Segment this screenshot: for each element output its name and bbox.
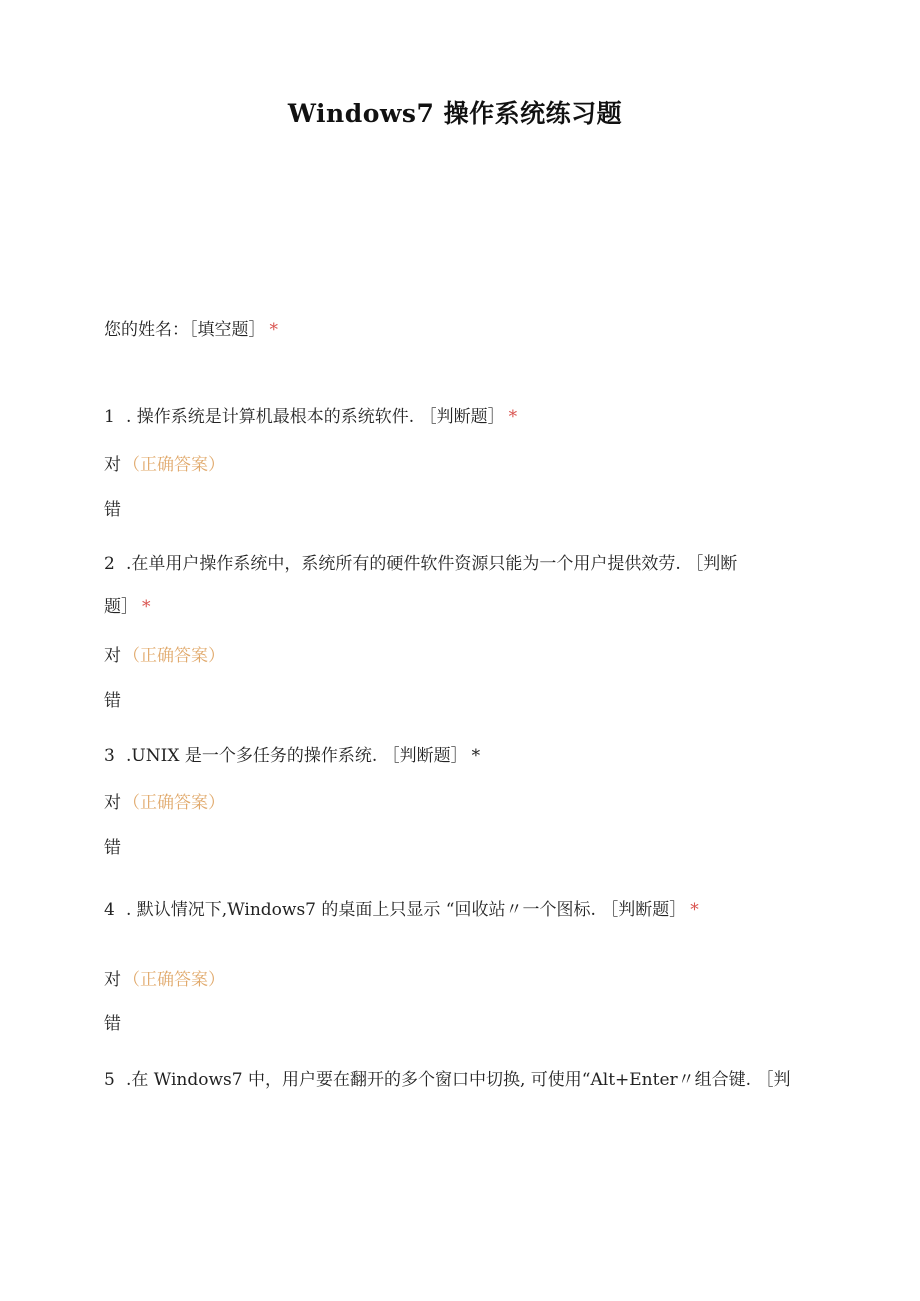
required-star: *	[269, 320, 278, 340]
document-title: Windows7 操作系统练习题	[287, 99, 623, 128]
question-5	[104, 1067, 804, 1093]
name-field-question	[104, 317, 804, 343]
required-star: *	[471, 746, 481, 766]
question-text: . 操作系统是计算机最根本的系统软件. ［判断题］	[126, 407, 505, 427]
question-2-option-wrong[interactable]	[104, 688, 804, 714]
required-star: *	[690, 900, 699, 920]
name-field-label: 您的姓名：［填空题］	[104, 320, 266, 340]
question-2-continued	[104, 594, 804, 620]
question-number: 3	[104, 746, 115, 766]
question-1	[104, 404, 804, 430]
correct-answer-note: （正确答案）	[123, 455, 225, 475]
option-label: 错	[104, 500, 121, 520]
required-star: *	[508, 407, 518, 427]
option-label: 错	[104, 691, 121, 711]
option-label: 对	[104, 646, 121, 666]
question-number: 1	[104, 407, 115, 427]
question-4	[104, 897, 804, 923]
option-label: 错	[104, 838, 121, 858]
question-number: 2	[104, 554, 115, 574]
question-number: 5	[104, 1070, 115, 1090]
question-3-option-wrong[interactable]	[104, 835, 804, 861]
question-1-option-wrong[interactable]	[104, 497, 804, 523]
question-4-option-correct[interactable]	[104, 967, 804, 993]
question-text: .在 Windows7 中，用户要在翻开的多个窗口中切换, 可使用“Alt+Enter〃组合键. ［判	[126, 1070, 791, 1090]
question-text: .UNIX 是一个多任务的操作系统. ［判断题］	[126, 746, 468, 766]
correct-answer-note: （正确答案）	[123, 793, 225, 813]
question-1-option-correct[interactable]	[104, 452, 804, 478]
option-label: 错	[104, 1014, 121, 1034]
question-text-continued: 题］	[104, 597, 138, 617]
correct-answer-note: （正确答案）	[123, 646, 225, 666]
question-4-option-wrong[interactable]	[104, 1011, 804, 1037]
option-label: 对	[104, 793, 121, 813]
question-text: . 默认情况下,Windows7 的桌面上只显示 “回收站〃一个图标. ［判断题］	[126, 900, 687, 920]
question-3	[104, 743, 804, 769]
option-label: 对	[104, 970, 121, 990]
question-3-option-correct[interactable]	[104, 790, 804, 816]
option-label: 对	[104, 455, 121, 475]
question-text: .在单用户操作系统中，系统所有的硬件软件资源只能为一个用户提供效劳. ［判断	[126, 554, 738, 574]
question-2	[104, 551, 804, 577]
question-2-option-correct[interactable]	[104, 643, 804, 669]
question-number: 4	[104, 900, 115, 920]
correct-answer-note: （正确答案）	[123, 970, 225, 990]
required-star: *	[142, 597, 151, 617]
